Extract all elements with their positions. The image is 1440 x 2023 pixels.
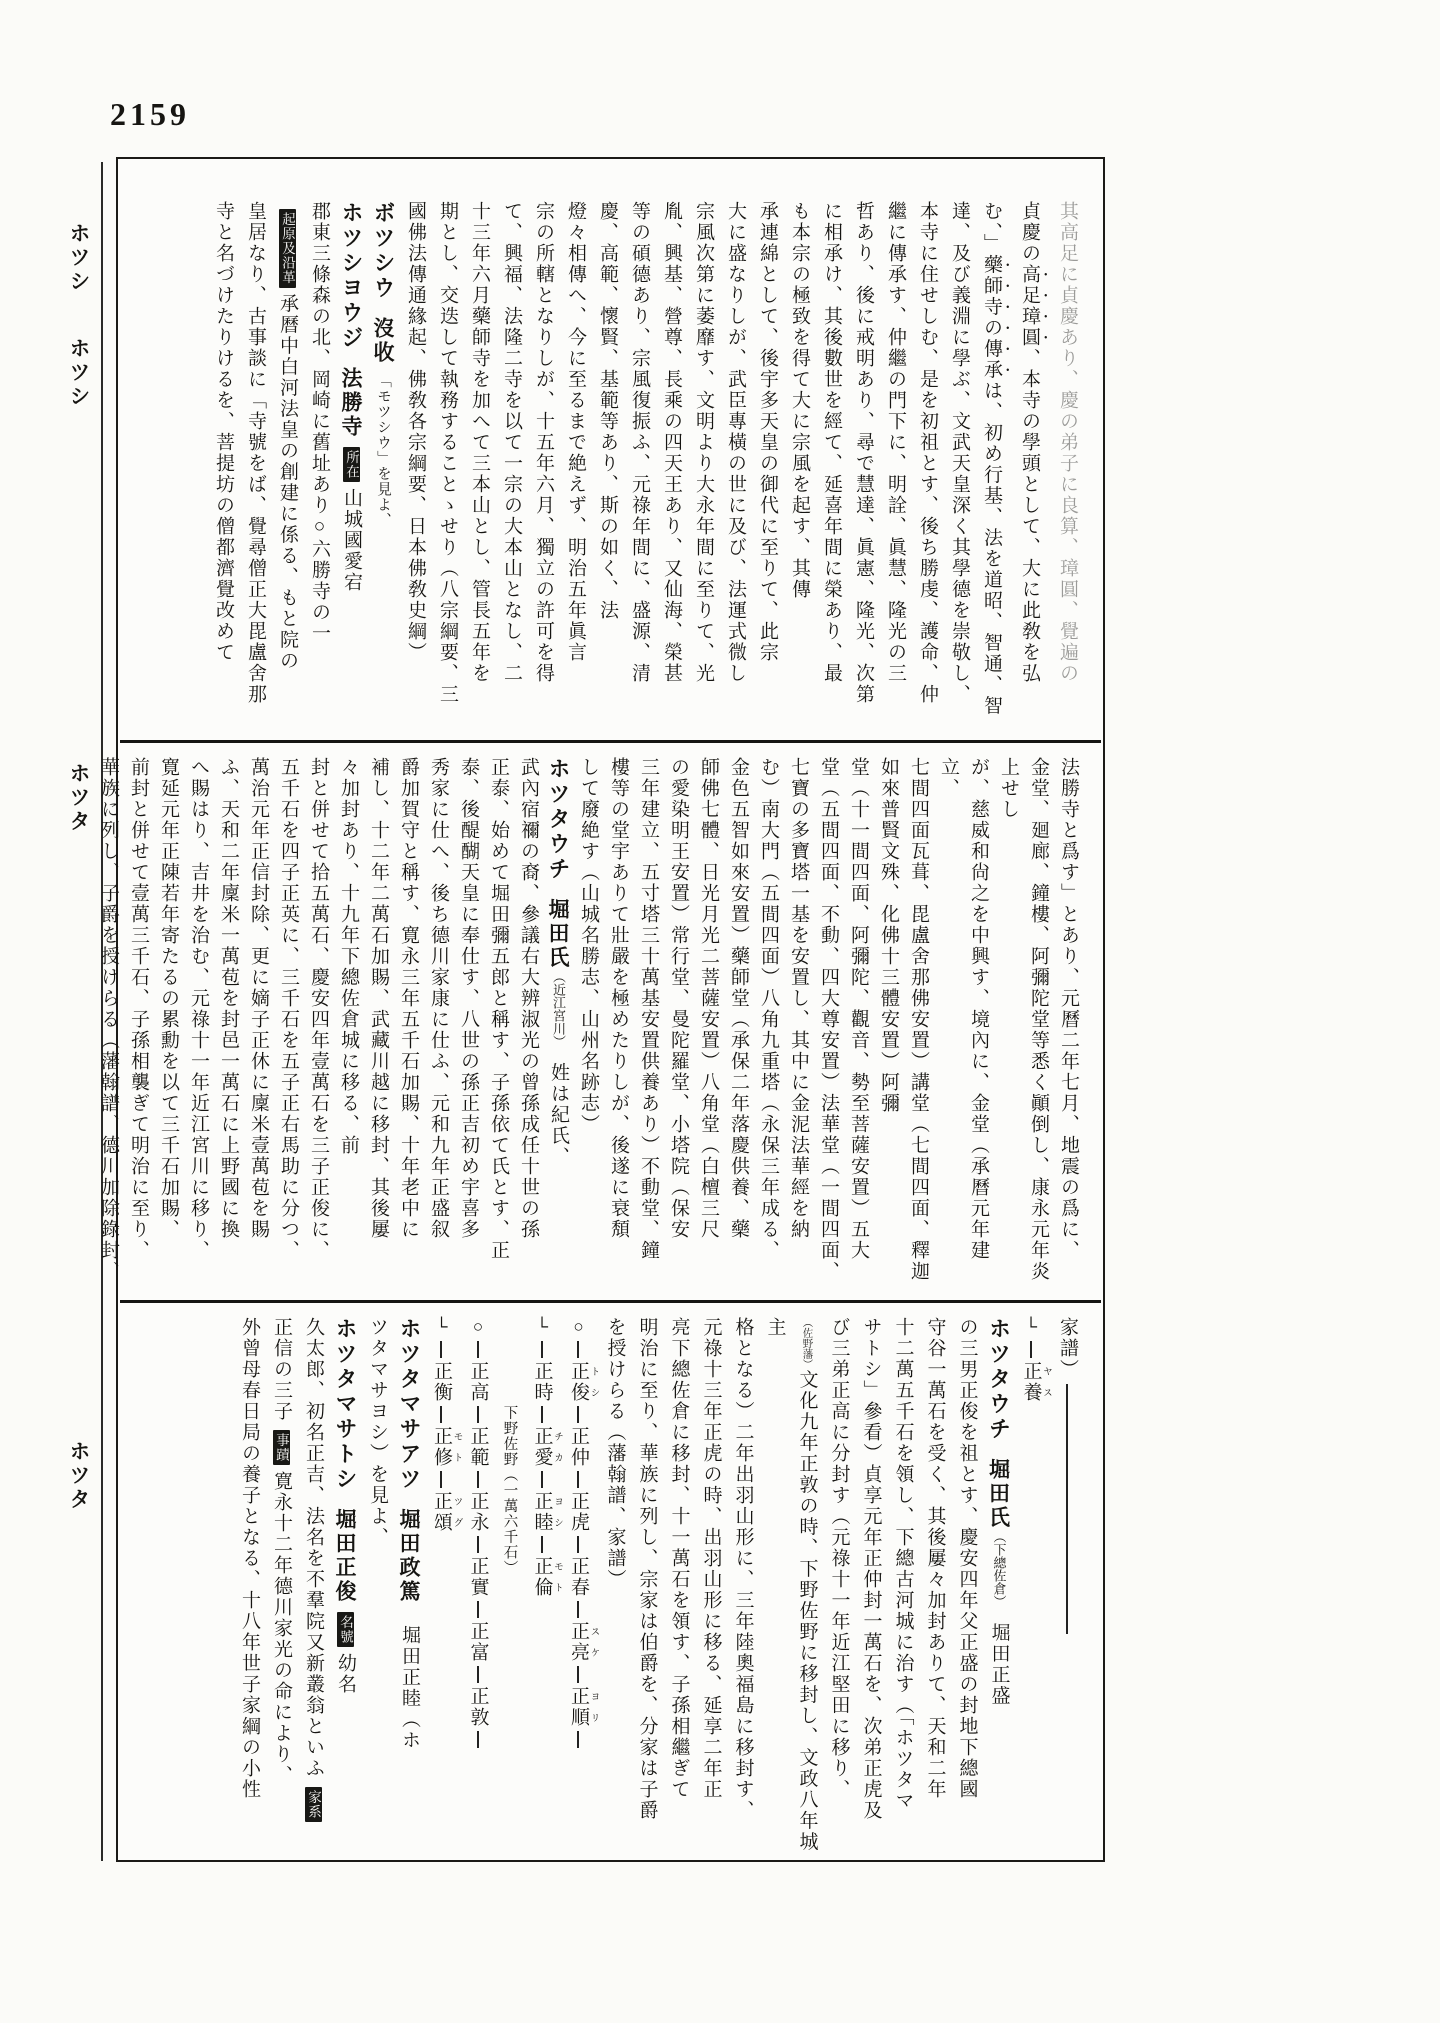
text-column: [1051, 201, 1083, 734]
genealogy-name: 正順 ヨリ: [568, 1686, 599, 1728]
text-column: [655, 201, 687, 734]
text-run: 家譜）: [1057, 1317, 1078, 1380]
text-column: [815, 201, 847, 734]
text-column: [631, 1317, 663, 1854]
text-run: 久太郎、初名正吉、法名を不羣院又新叢翁といふ: [303, 1317, 324, 1779]
genealogy-connector: [577, 1666, 579, 1683]
genealogy-branch-mark: └: [1021, 1317, 1041, 1338]
text-column: [951, 1317, 983, 1854]
text-column: [719, 201, 751, 734]
margin-guide-band1: [62, 222, 96, 409]
text-column: [603, 757, 633, 1294]
page-content-frame: [98, 157, 1105, 1862]
genealogy-name: 正頌 ツグ: [431, 1491, 462, 1533]
text-run: 如來普賢文殊、化佛十三體安置）阿彌: [878, 757, 899, 1114]
text-column: [723, 757, 753, 1294]
text-run: 「モツシウ」を見よ、: [375, 365, 391, 529]
text-run: む）南大門（五間四面）八角九重塔（永保三年成る、: [758, 757, 779, 1261]
entry-kanji: 堀田正俊: [333, 1508, 357, 1604]
genealogy-name: 正愛 チカ: [531, 1426, 562, 1468]
genealogy-name: 正高: [467, 1361, 489, 1403]
genealogy-branch-mark: └: [532, 1317, 552, 1338]
text-run: 皇居なり、古事談に「寺號をば、覺尋僧正大毘盧舍那: [245, 201, 266, 705]
text-run: 宗の所轄となりしが、十五年六月、獨立の許可を得: [533, 201, 554, 684]
text-run: 姓は紀氏、: [548, 1041, 569, 1168]
text-run: ツタマサヨシ）を見よ、: [367, 1317, 388, 1548]
genealogy-branch-mark: ○: [468, 1317, 488, 1338]
text-column: [527, 201, 559, 734]
text-column: [213, 757, 243, 1294]
text-column: [335, 201, 367, 734]
text-column: [759, 1317, 823, 1854]
text-column: [975, 201, 1013, 734]
text-run: 萬治元年正信封除、更に嫡子正休に廩米壹萬苞を賜: [248, 757, 269, 1240]
text-column: [265, 1317, 297, 1854]
text-column: [273, 757, 303, 1294]
genealogy-connector: [477, 1731, 479, 1748]
text-column: [1013, 201, 1051, 734]
text-column: [855, 1317, 887, 1854]
text-run: 前封と併せて壹萬三千石、子孫相襲ぎて明治に至り、: [128, 757, 149, 1261]
text-run: 寛永十二年德川家光の命により、: [271, 1471, 292, 1786]
text-column: [873, 757, 903, 1294]
genealogy-column: [1015, 1317, 1052, 1854]
text-run: 繼に傳承す、仲繼の門下に、明詮、眞慧、隆光の三: [885, 201, 906, 684]
text-column: [783, 201, 815, 734]
genealogy-name: 正修 モト: [431, 1426, 462, 1468]
text-run: 達、及び義淵に學ぶ、文武天皇深く其學德を崇敬し、: [949, 201, 970, 705]
text-band-bottom: [118, 1303, 1103, 1860]
margin-guide-first-entry: ホツシ: [67, 222, 91, 294]
text-run: 亮下總佐倉に移封、十一萬石を領す、子孫相繼ぎて: [668, 1317, 690, 1800]
text-column: [693, 757, 723, 1294]
text-run: 泰、後醍醐天皇に奉仕す、八世の孫正吉初め宇喜多: [458, 757, 479, 1240]
entry-headword: ホツタマサトシ: [333, 1317, 358, 1492]
genealogy-connector: [477, 1666, 479, 1683]
entry-kanji: 堀田氏: [986, 1458, 1011, 1530]
text-column: [363, 757, 393, 1294]
text-column: [393, 757, 423, 1294]
text-column: [993, 757, 1053, 1294]
text-run: 華族に列し、子爵を授けらる（藩翰譜、德川加除錄封、: [98, 757, 119, 1282]
text-column: [333, 757, 363, 1294]
text-run: 國佛法傳通緣起、佛敎各宗綱要、日本佛敎史綱）: [405, 201, 426, 663]
text-run: の三男正俊を祖とす、慶安四年父正盛の封地下總國: [956, 1317, 978, 1800]
text-column: [513, 757, 543, 1294]
text-column: [599, 1317, 631, 1854]
genealogy-connector: [577, 1731, 579, 1748]
genealogy-name: 正富: [467, 1621, 489, 1663]
text-run: 堂（五間四面、不動、四大尊安置）法華堂（一間四面、: [818, 757, 839, 1282]
section-tag: 起原及沿革: [279, 209, 296, 288]
genealogy-name: 正倫 モト: [531, 1556, 562, 1598]
genealogy-connector: [440, 1406, 442, 1423]
text-band-middle: [98, 743, 1103, 1300]
text-run: 守谷一萬石を受く、其後屢々加封ありて、天和二年: [924, 1317, 946, 1800]
text-run: 師佛七體、日光月光二菩薩安置）八角堂（白檀三尺: [698, 757, 719, 1240]
text-column: [847, 201, 879, 734]
genealogy-name: 正虎: [568, 1491, 589, 1533]
genealogy-name: 正永: [467, 1491, 489, 1533]
text-column: [1053, 757, 1083, 1294]
text-column: [887, 1317, 919, 1854]
text-run: 元祿十三年正虎の時、出羽山形に移る、延享二年正: [700, 1317, 722, 1800]
text-column: [1051, 1317, 1083, 1854]
text-column: [663, 757, 693, 1294]
section-tag: 所在: [343, 447, 360, 482]
genealogy-connector-line: [1066, 1384, 1068, 1634]
text-run: を授けらる（藩翰譜、家譜）: [604, 1317, 626, 1590]
text-column: [751, 201, 783, 734]
genealogy-connector: [541, 1341, 543, 1358]
text-column: [591, 201, 623, 734]
text-column: [695, 1317, 727, 1854]
text-column: [813, 757, 843, 1294]
genealogy-name: 正春: [568, 1556, 589, 1598]
text-run: 五千石を四子正英に、三千石を五子正右馬助に分つ、: [278, 757, 299, 1261]
text-run: 貞慶の: [1019, 201, 1040, 264]
entry-kanji: 堀田氏: [546, 898, 570, 970]
text-column: [93, 757, 123, 1294]
genealogy-name: 正敦: [467, 1686, 489, 1728]
genealogy-connector: [477, 1406, 479, 1423]
margin-guide-band2: [62, 762, 96, 834]
entry-kanji: 法勝寺: [339, 367, 363, 439]
text-run: 十三年六月藥師寺を加へて三本山とし、管長五年を: [469, 201, 490, 684]
genealogy-connector: [541, 1536, 543, 1553]
genealogy-name: 正仲: [568, 1426, 589, 1468]
entry-kanji: 沒收: [371, 317, 395, 365]
text-run: へ賜はり、吉井を治む、元祿十一年近江宮川に移り、: [188, 757, 209, 1261]
entry-headword: ボツシウ: [371, 201, 396, 301]
genealogy-connector: [577, 1341, 579, 1358]
text-run: 堀田正睦（ホ: [399, 1604, 420, 1751]
text-run: 七間四面瓦葺、毘盧舍那佛安置）講堂（七間四面、釋迦: [908, 757, 929, 1282]
text-column: [623, 201, 655, 734]
text-run: 正信の三子: [271, 1317, 292, 1422]
text-run: の愛染明王安置）常行堂、曼陀羅堂、小塔院（保安: [668, 757, 689, 1240]
text-column: [393, 1317, 425, 1854]
text-run: び三弟正高に分封す（元祿十一年近江堅田に移り、: [828, 1317, 850, 1800]
text-column: [303, 757, 333, 1294]
genealogy-branch-mark: ○: [569, 1317, 588, 1338]
text-column: [483, 757, 513, 1294]
text-column: [303, 201, 335, 734]
entry-headword: ホツタウチ: [986, 1317, 1012, 1442]
section-tag: 名號: [337, 1612, 354, 1647]
text-column: [633, 757, 663, 1294]
entry-headword: ホツシヨウジ: [339, 201, 364, 351]
text-run: は、初め行基、法を道昭、智通、智: [981, 380, 1002, 717]
text-run: 三年建立、五寸塔三十萬基安置供養あり）不動堂、鐘: [638, 757, 659, 1261]
section-tag: 事蹟: [273, 1430, 290, 1465]
text-column: [687, 201, 719, 734]
text-run: 文化九年正敦の時、下野佐野に移封し、文政八年城主: [764, 1317, 818, 1853]
text-column: [903, 757, 933, 1294]
text-run: 下野佐野（一萬六千石）: [501, 1405, 518, 1576]
text-run: 期とし、交迭して執務することゝせり（八宗綱要、三: [437, 201, 458, 705]
text-run: 本寺に住せしむ、是を初祖とす、後ち勝虔、護命、仲: [917, 201, 938, 705]
genealogy-name: 正亮 スケ: [568, 1621, 599, 1663]
text-column: [727, 1317, 759, 1854]
section-tag: 家系: [305, 1787, 322, 1822]
text-run: に相承け、其後數世を經て、延喜年間に榮あり、最: [821, 201, 842, 684]
text-run: て、興福、法隆二寺を以て一宗の大本山となし、二: [501, 201, 522, 684]
margin-guide-band3: [62, 1440, 96, 1512]
genealogy-name: 正俊 トシ: [568, 1361, 599, 1403]
text-run: 、本寺の學頭として、大に此敎を弘: [1019, 348, 1040, 684]
text-column: [783, 757, 813, 1294]
text-column: [153, 757, 183, 1294]
text-run: む、」: [981, 201, 1002, 255]
text-run: 胤、興基、營尊、長乘の四天王あり、又仙海、榮甚: [661, 201, 682, 684]
text-run: 法勝寺と爲す」とあり、元曆二年七月、地震の爲に、: [1058, 757, 1079, 1261]
text-column: [494, 1317, 526, 1854]
genealogy-connector: [477, 1341, 479, 1358]
text-run: も本宗の極致を得て大に宗風を起す、其傳: [789, 201, 810, 600]
text-run: 爵加賀守と稱す、寛永三年五千石加賜、十年老中に: [398, 757, 419, 1240]
text-column: [399, 201, 431, 734]
margin-guide-label: ホツタ: [67, 762, 91, 834]
text-column: [207, 201, 239, 734]
text-run: （佐野藩）: [801, 1317, 813, 1370]
genealogy-connector: [440, 1471, 442, 1488]
text-run: 七寶の多寶塔一基を安置し、其中に金泥法華經を納: [788, 757, 809, 1240]
text-column: [843, 757, 873, 1294]
text-run: 堂（十一間四面、阿彌陀、觀音、勢至菩薩安置）五大: [848, 757, 869, 1261]
genealogy-connector: [577, 1601, 579, 1618]
text-column: [543, 757, 573, 1294]
text-run: 高足璋圓: [1019, 264, 1040, 348]
genealogy-connector: [577, 1471, 579, 1488]
genealogy-connector: [477, 1601, 479, 1618]
text-run: 明治に至り、華族に列し、宗家は伯爵を、分家は子爵: [636, 1317, 658, 1821]
genealogy-connector: [440, 1341, 442, 1358]
genealogy-column: [526, 1317, 563, 1854]
text-run: 哲あり、後に戒明あり、尋で慧達、眞憲、隆光、次第: [853, 201, 874, 705]
text-run: 燈々相傳へ、今に至るまで絶えず、明治五年眞言: [565, 201, 586, 663]
text-run: 々加封あり、十九年下總佐倉城に移る、前: [338, 757, 359, 1156]
text-column: [911, 201, 943, 734]
margin-guide-last-entry: ホツシ: [67, 337, 91, 409]
text-column: [233, 1317, 265, 1854]
text-column: [463, 201, 495, 734]
text-run: 金色五智如來安置）藥師堂（承保二年落慶供養、藥: [728, 757, 749, 1240]
genealogy-column: [462, 1317, 494, 1854]
text-run: 山城國愛宕: [341, 488, 362, 593]
text-run: 封と併せて拾五萬石、慶安四年壹萬石を三子正俊に、: [308, 757, 329, 1261]
text-column: [453, 757, 483, 1294]
text-run: して廢絶す（山城名勝志、山州名跡志）: [578, 757, 599, 1135]
text-column: [753, 757, 783, 1294]
text-run: 承曆中白河法皇の創建に係る、もと院の: [277, 293, 298, 672]
text-run: 幼名: [335, 1653, 356, 1695]
text-column: [933, 757, 993, 1294]
text-run: 寛延元年正陳若年寄たるの累勳を以て三千石加賜、: [158, 757, 179, 1240]
margin-guide-label: ホツタ: [67, 1440, 91, 1512]
text-run: （下總佐倉）: [991, 1530, 1007, 1602]
text-column: [271, 201, 303, 734]
text-column: [329, 1317, 361, 1854]
text-column: [297, 1317, 329, 1854]
genealogy-connector: [577, 1406, 579, 1423]
text-band-top: [118, 159, 1103, 740]
text-run: 其高足に貞慶あり、慶の弟子に良算、璋圓、覺遍の: [1057, 201, 1078, 684]
genealogy-connector: [1030, 1341, 1032, 1358]
genealogy-name: 正時: [531, 1361, 553, 1403]
text-column: [943, 201, 975, 734]
genealogy-connector: [477, 1471, 479, 1488]
genealogy-column: [562, 1317, 599, 1854]
genealogy-name: 正養 ヤス: [1020, 1361, 1051, 1403]
text-run: 外曾母春日局の養子となる、十八年世子家綱の小性: [239, 1317, 260, 1800]
text-column: [183, 757, 213, 1294]
text-column: [361, 1317, 393, 1854]
text-run: 十二萬五千石を領し、下總古河城に治す（「ホツタマ: [892, 1317, 914, 1812]
text-run: ふ、天和二年廩米一萬苞を封邑一萬石に上野國に換: [218, 757, 239, 1240]
text-column: [423, 757, 453, 1294]
text-column: [495, 201, 527, 734]
text-run: 武內宿禰の裔、參議右大辨淑光の曾孫成任十世の孫: [518, 757, 539, 1240]
text-run: 正泰、始めて堀田彌五郎と稱す、子孫依て氏とす、正: [488, 757, 509, 1261]
text-column: [879, 201, 911, 734]
genealogy-column: [425, 1317, 462, 1854]
genealogy-connector: [541, 1406, 543, 1423]
text-run: 寺と名づけたりけるを、菩提坊の僧都濟覺改めて: [213, 201, 234, 663]
text-run: 宗風次第に萎靡す、文明より大永年間に至りて、光: [693, 201, 714, 684]
text-run: サトシ」參看）貞享元年正仲封一萬石を、次弟正虎及: [860, 1317, 882, 1821]
text-run: 秀家に仕へ、後ち德川家康に仕ふ、元和九年正盛叙: [428, 757, 449, 1240]
genealogy-connector: [477, 1536, 479, 1553]
genealogy-name: 正範: [467, 1426, 489, 1468]
text-run: 等の碩德あり、宗風復振ふ、元祿年間に、盛源、清: [629, 201, 650, 684]
genealogy-name: 正衡: [431, 1361, 452, 1403]
text-run: 大に盛なりしが、武臣專橫の世に及び、法運式微し: [725, 201, 746, 684]
text-column: [573, 757, 603, 1294]
entry-headword: ホツタウチ: [546, 757, 571, 882]
genealogy-branch-mark: └: [432, 1317, 451, 1338]
text-column: [243, 757, 273, 1294]
entry-kanji: 堀田政篤: [397, 1508, 421, 1604]
text-run: 樓等の堂宇ありて壯嚴を極めたりしが、後遂に衰頽: [608, 757, 629, 1240]
genealogy-name: 正睦 ヨシ: [531, 1491, 562, 1533]
page-number: 2159: [110, 96, 190, 132]
text-column: [239, 201, 271, 734]
text-run: 堀田正盛: [988, 1601, 1010, 1707]
text-run: 金堂、廻廊、鐘樓、阿彌陀堂等悉く顚倒し、康永元年炎上せし: [998, 757, 1049, 1282]
text-run: 藥師寺の傳承: [981, 254, 1002, 381]
text-column: [431, 201, 463, 734]
text-run: 承連綿として、後宇多天皇の御代に至りて、此宗: [757, 201, 778, 663]
genealogy-name: 正實: [467, 1556, 489, 1598]
text-run: 慶、高範、懷賢、基範等あり、斯の如く、法: [597, 201, 618, 621]
text-column: [367, 201, 399, 734]
text-run: （近江宮川）: [551, 970, 566, 1042]
text-column: [823, 1317, 855, 1854]
text-column: [919, 1317, 951, 1854]
text-run: が、慈威和尙之を中興す、境內に、金堂（承曆元年建立、: [938, 757, 989, 1261]
text-column: [983, 1317, 1015, 1854]
text-run: 格となる）二年出羽山形に、三年陸奧福島に移封す、: [732, 1317, 754, 1821]
text-column: [123, 757, 153, 1294]
genealogy-connector: [577, 1536, 579, 1553]
text-run: 郡東三條森の北、岡崎に舊址あり○六勝寺の一: [309, 201, 330, 644]
text-column: [559, 201, 591, 734]
entry-headword: ホツタマサアツ: [397, 1317, 422, 1492]
genealogy-connector: [541, 1471, 543, 1488]
text-column: [663, 1317, 695, 1854]
text-run: 補し、十二年二萬石加賜、武藏川越に移封、其後屢: [368, 757, 389, 1240]
